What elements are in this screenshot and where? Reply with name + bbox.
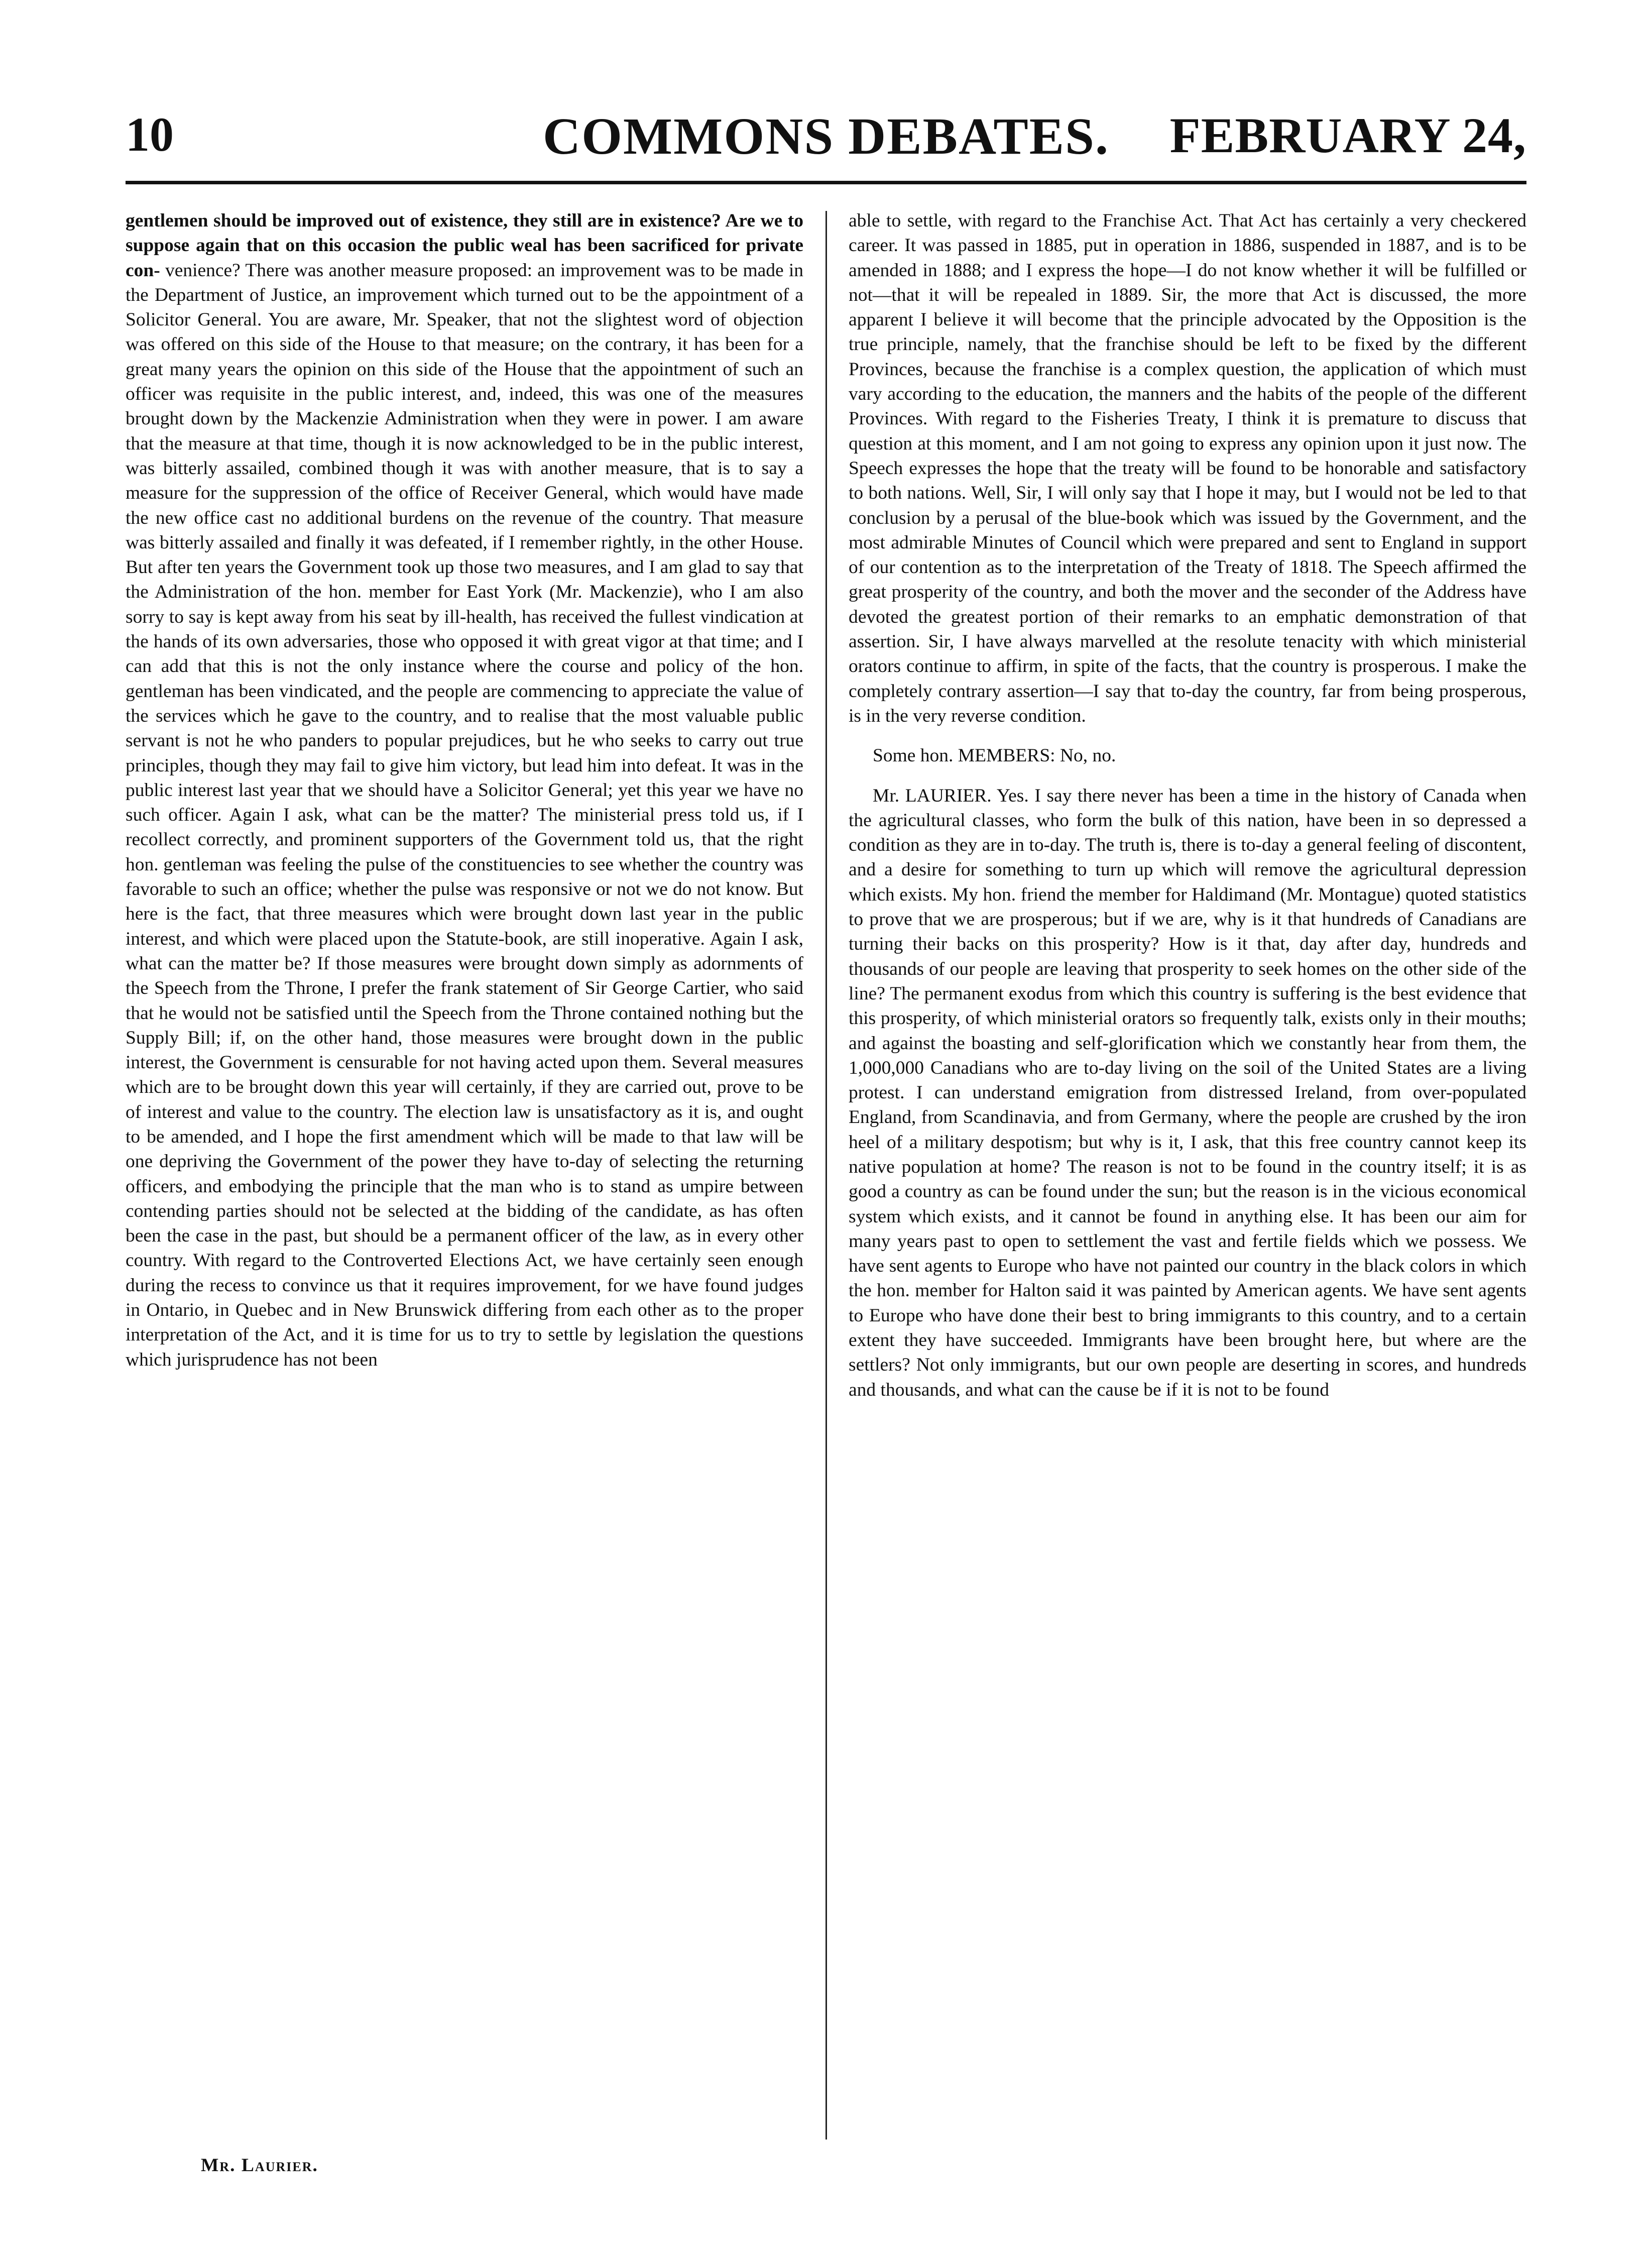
speaker-members: Some hon. MEMBERS: <box>873 745 1055 766</box>
left-paragraph-bold: gentlemen should be improved out of existence, they still are in existence? Are we to suppose again that on this occasion the public weal has been sacrificed for private con- <box>126 210 803 281</box>
page-header <box>126 100 1526 186</box>
laurier-speech: Yes. I say there never has been a time in the history of Canada when the agricultural classes, who form the bulk of this nation, have been in so depressed a condition as they are in to-day. The truth is, there is to-day a general feeling of discontent, and a desire for something to turn up which will remove the agricultural depression which exists. My hon. friend the member for Haldimand (Mr. Montague) quoted statistics to prove that we are prosperous; but if we are, why is it that hundreds of Canadians are turning their backs on this prosperity? How is it that, day after day, hundreds and thousands of our people are leaving that prosperity to seek homes on the other side of the line? The permanent exodus from which this country is suffering is the best evidence that this prosperity, of which ministerial orators so frequently talk, exists only in their mouths; and against the boasting and self-glorification which we constantly hear from them, the 1,000,000 Canadians who are to-day living on the soil of the United States are a living protest. I can understand emigration from distressed Ireland, from over-populated England, from Scandinavia, and from Germany, where the people are crushed by the iron heel of a military despotism; but why is it, I ask, that this free country cannot keep its native population at home? The reason is not to be found in the country itself; it is as good a country as can be found under the sun; but the reason is in the vicious economical system which exists, and it cannot be found in anything else. It has been our aim for many years past to open to settlement the vast and fertile fields which we possess. We have sent agents to Europe who have not painted our country in the black colors in which the hon. member for Halton said it was painted by American agents. We have sent agents to Europe who have done their best to bring immigrants to this country, and to a certain extent they have succeeded. Immigrants have been brought here, but where are the settlers? Not only immigrants, but our own people are deserting in scores, and hundreds and thousands, and what can the cause be if it is not to be found <box>849 785 1527 1400</box>
running-title: COMMONS DEBATES. <box>543 107 1109 165</box>
speaker-laurier: Mr. LAURIER. <box>873 785 992 806</box>
page-number: 10 <box>126 107 174 161</box>
right-paragraph-3 <box>849 783 1526 1402</box>
members-interjection: No, no. <box>1059 745 1116 766</box>
page <box>126 100 1526 2210</box>
left-column <box>126 208 803 1372</box>
right-paragraph-1: able to settle, with regard to the Franchise Act. That Act has certainly a very checkered career. It was passed in 1885, put in operation in 1886, suspended in 1887, and is to be amended in 1888; and I express the hope—I do not know whether it will be fulfilled or not—that it will be repealed in 1889. Sir, the more that Act is discussed, the more apparent I believe it will become that the principle advocated by the Opposition is the true principle, namely, that the franchise should be left to be fixed by the different Provinces, because the franchise is a complex question, the application of which must vary according to the education, the manners and the habits of the people of the different Provinces. With regard to the Fisheries Treaty, I think it is premature to discuss that question at this moment, and I am not going to express any opinion upon it just now. The Speech expresses the hope that the treaty will be found to be honorable and satisfactory to both nations. Well, Sir, I will only say that I hope it may, but I would not be led to that conclusion by a perusal of the blue-book which was issued by the Government, and the most admirable Minutes of Council which were prepared and sent to England in support of our contention as to the interpretation of the Treaty of 1818. The Speech affirmed the great prosperity of the country, and both the mover and the seconder of the Address have devoted the greatest portion of their remarks to an emphatic demonstration of that assertion. Sir, I have always marvelled at the resolute tenacity with which ministerial orators continue to affirm, in spite of the facts, that the country is prosperous. I make the completely contrary assertion—I say that to-day the country, far from being prosperous, is in the very reverse condition. <box>849 210 1526 726</box>
footer-speaker-name: Mr. Laurier. <box>201 2155 318 2176</box>
issue-date: FEBRUARY 24, <box>1169 107 1526 163</box>
right-paragraph-2 <box>849 743 1526 768</box>
header-rule <box>126 181 1526 184</box>
right-column <box>849 208 1526 1402</box>
text-columns <box>126 208 1526 2207</box>
column-divider <box>825 211 827 2140</box>
left-paragraph <box>126 208 803 1372</box>
left-paragraph-rest: venience? There was another measure proposed: an improvement was to be made in the Department of Justice, an improvement which turned out to be the appointment of a Solicitor General. You are aware, Mr. Speaker, that not the slightest word of objection was offered on this side of the House to that measure; on the contrary, it has been for a great many years the opinion on this side of the House that the appointment of such an officer was requisite in the public interest, and, indeed, this was one of the measures brought down by the Mackenzie Administration when they were in power. I am aware that the measure at that time, though it is now acknowledged to be in the public interest, was bitterly assailed, combined though it was with another measure, that is to say a measure for the suppression of the office of Receiver General, which would have made the new office cast no additional burdens on the revenue of the country. That measure was bitterly assailed and finally it was defeated, if I remember rightly, in the other House. But after ten years the Government took up those two measures, and I am glad to say that the Administration of the hon. member for East York (Mr. Mackenzie), who I am also sorry to say is kept away from his seat by ill-health, has received the fullest vindication at the hands of its own adversaries, those who opposed it with great vigor at that time; and I can add that this is not the only instance where the course and policy of the hon. gentleman has been vindicated, and the people are commencing to appreciate the value of the services which he gave to the country, and to realise that the most valuable public servant is not he who panders to popular prejudices, but he who seeks to carry out true principles, though they may fail to give him victory, but lead him into defeat. It was in the public interest last year that we should have a Solicitor General; yet this year we have no such officer. Again I ask, what can be the matter? The ministerial press told us, if I recollect correctly, and prominent supporters of the Government told us, that the right hon. gentleman was feeling the pulse of the constituencies to see whether the country was favorable to such an office; whether the pulse was responsive or not we do not know. But here is the fact, that three measures which were brought down last year in the public interest, and which were placed upon the Statute-book, are still inoperative. Again I ask, what can the matter be? If those measures were brought down simply as adornments of the Speech from the Throne, I prefer the frank statement of Sir George Cartier, who said that he would not be satisfied until the Speech from the Throne contained nothing but the Supply Bill; if, on the other hand, those measures were brought down in the public interest, the Government is censurable for not having acted upon them. Several measures which are to be brought down this year will certainly, if they are carried out, prove to be of interest and value to the country. The election law is unsatisfactory as it is, and ought to be amended, and I hope the first amendment which will be made to that law will be one depriving the Government of the power they have to-day of selecting the returning officers, and embodying the principle that the man who is to stand as umpire between contending parties should not be selected at the bidding of the candidate, as has often been the case in the past, but should be a permanent officer of the law, as in every other country. With regard to the Controverted Elections Act, we have certainly seen enough during the recess to convince us that it requires improvement, for we have found judges in Ontario, in Quebec and in New Brunswick differing from each other as to the proper interpretation of the Act, and it is time for us to try to settle by legislation the questions which jurisprudence has not been <box>126 260 803 1370</box>
